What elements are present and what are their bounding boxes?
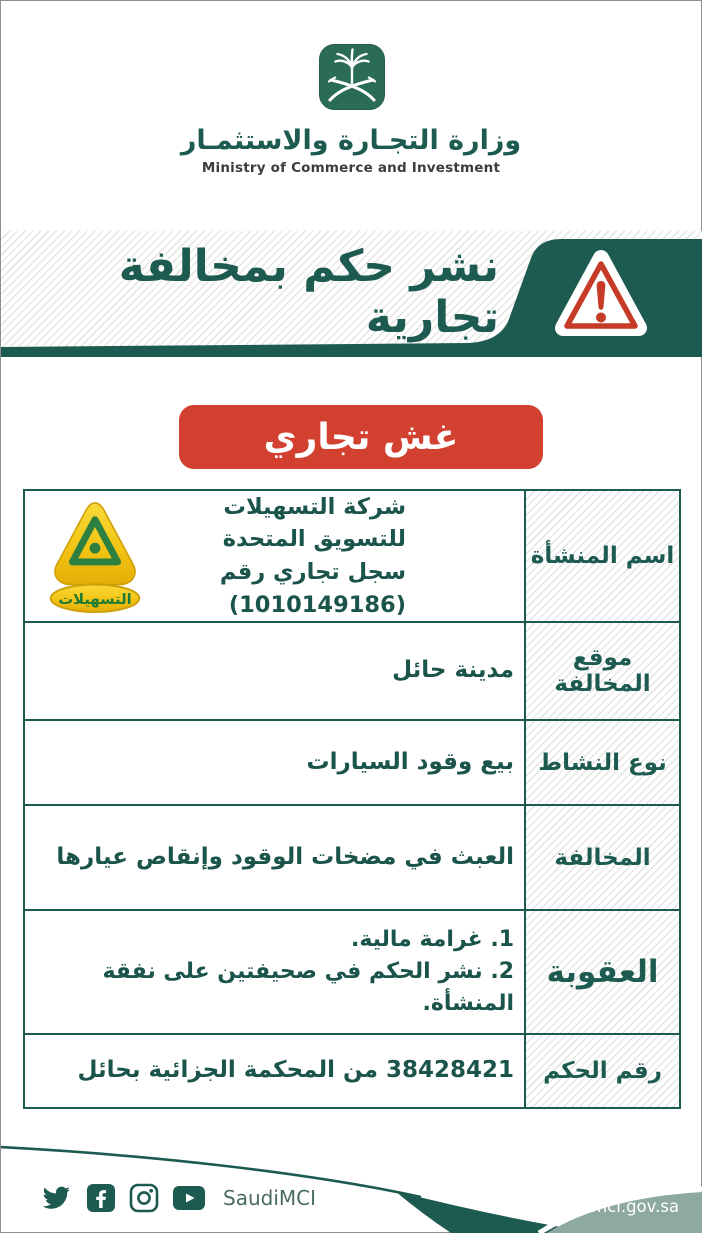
row-label-penalty: العقوبة — [524, 911, 679, 1033]
table-row-activity-type — [25, 719, 679, 804]
row-label-violation: المخالفة — [524, 806, 679, 909]
youtube-icon[interactable] — [172, 1183, 206, 1213]
penalty-value: 1. غرامة مالية. 2. نشر الحكم في صحيفتين على نفقة المنشأة. — [102, 927, 514, 1016]
banner-title: نشر حكم بمخالفة تجارية — [118, 241, 499, 343]
ministry-name-english: Ministry of Commerce and Investment — [201, 160, 501, 176]
twitter-icon[interactable] — [39, 1183, 73, 1213]
penalty-value-cell — [25, 911, 524, 1033]
table-row-violation — [25, 804, 679, 909]
social-handle: SaudiMCI — [223, 1186, 316, 1210]
violation-location-value-cell — [25, 623, 524, 719]
ministry-name-arabic: وزارة التجـارة والاستثمـار — [180, 125, 522, 156]
establishment-name-value-cell — [25, 491, 524, 621]
violation-location-value: مدينة حائل — [392, 657, 514, 684]
company-logo-text: التسهيلات — [58, 591, 132, 609]
establishment-name-value: شركة التسهيلات للتسويق المتحدة سجل تجاري رقم (1010149186) — [219, 493, 406, 618]
table-row-establishment-name — [25, 491, 679, 621]
company-logo — [47, 499, 143, 613]
ministry-emblem-icon — [318, 43, 386, 115]
judgment-number-value-cell — [25, 1035, 524, 1107]
website-link[interactable]: www.mci.gov.sa — [546, 1197, 680, 1216]
violation-type-badge: غش تجاري — [179, 405, 543, 469]
activity-type-value-cell — [25, 721, 524, 804]
table-row-judgment-number — [25, 1033, 679, 1107]
table-row-violation-location — [25, 621, 679, 719]
table-row-penalty — [25, 909, 679, 1033]
violation-details-table — [23, 489, 681, 1109]
judgment-number-value: 38428421 من المحكمة الجزائية بحائل — [77, 1057, 514, 1084]
row-label-activity-type: نوع النشاط — [524, 721, 679, 804]
facebook-icon[interactable] — [86, 1183, 116, 1213]
warning-triangle-icon — [549, 248, 653, 344]
row-label-establishment-name: اسم المنشأة — [524, 491, 679, 621]
banner — [1, 231, 702, 358]
row-label-violation-location: موقع المخالفة — [524, 623, 679, 719]
row-label-judgment-number: رقم الحكم — [524, 1035, 679, 1107]
violation-value: العبث في مضخات الوقود وإنقاص عيارها — [56, 843, 514, 870]
activity-type-value: بيع وقود السيارات — [306, 748, 514, 775]
violation-value-cell — [25, 806, 524, 909]
instagram-icon[interactable] — [129, 1183, 159, 1213]
social-media-bar — [39, 1182, 316, 1214]
